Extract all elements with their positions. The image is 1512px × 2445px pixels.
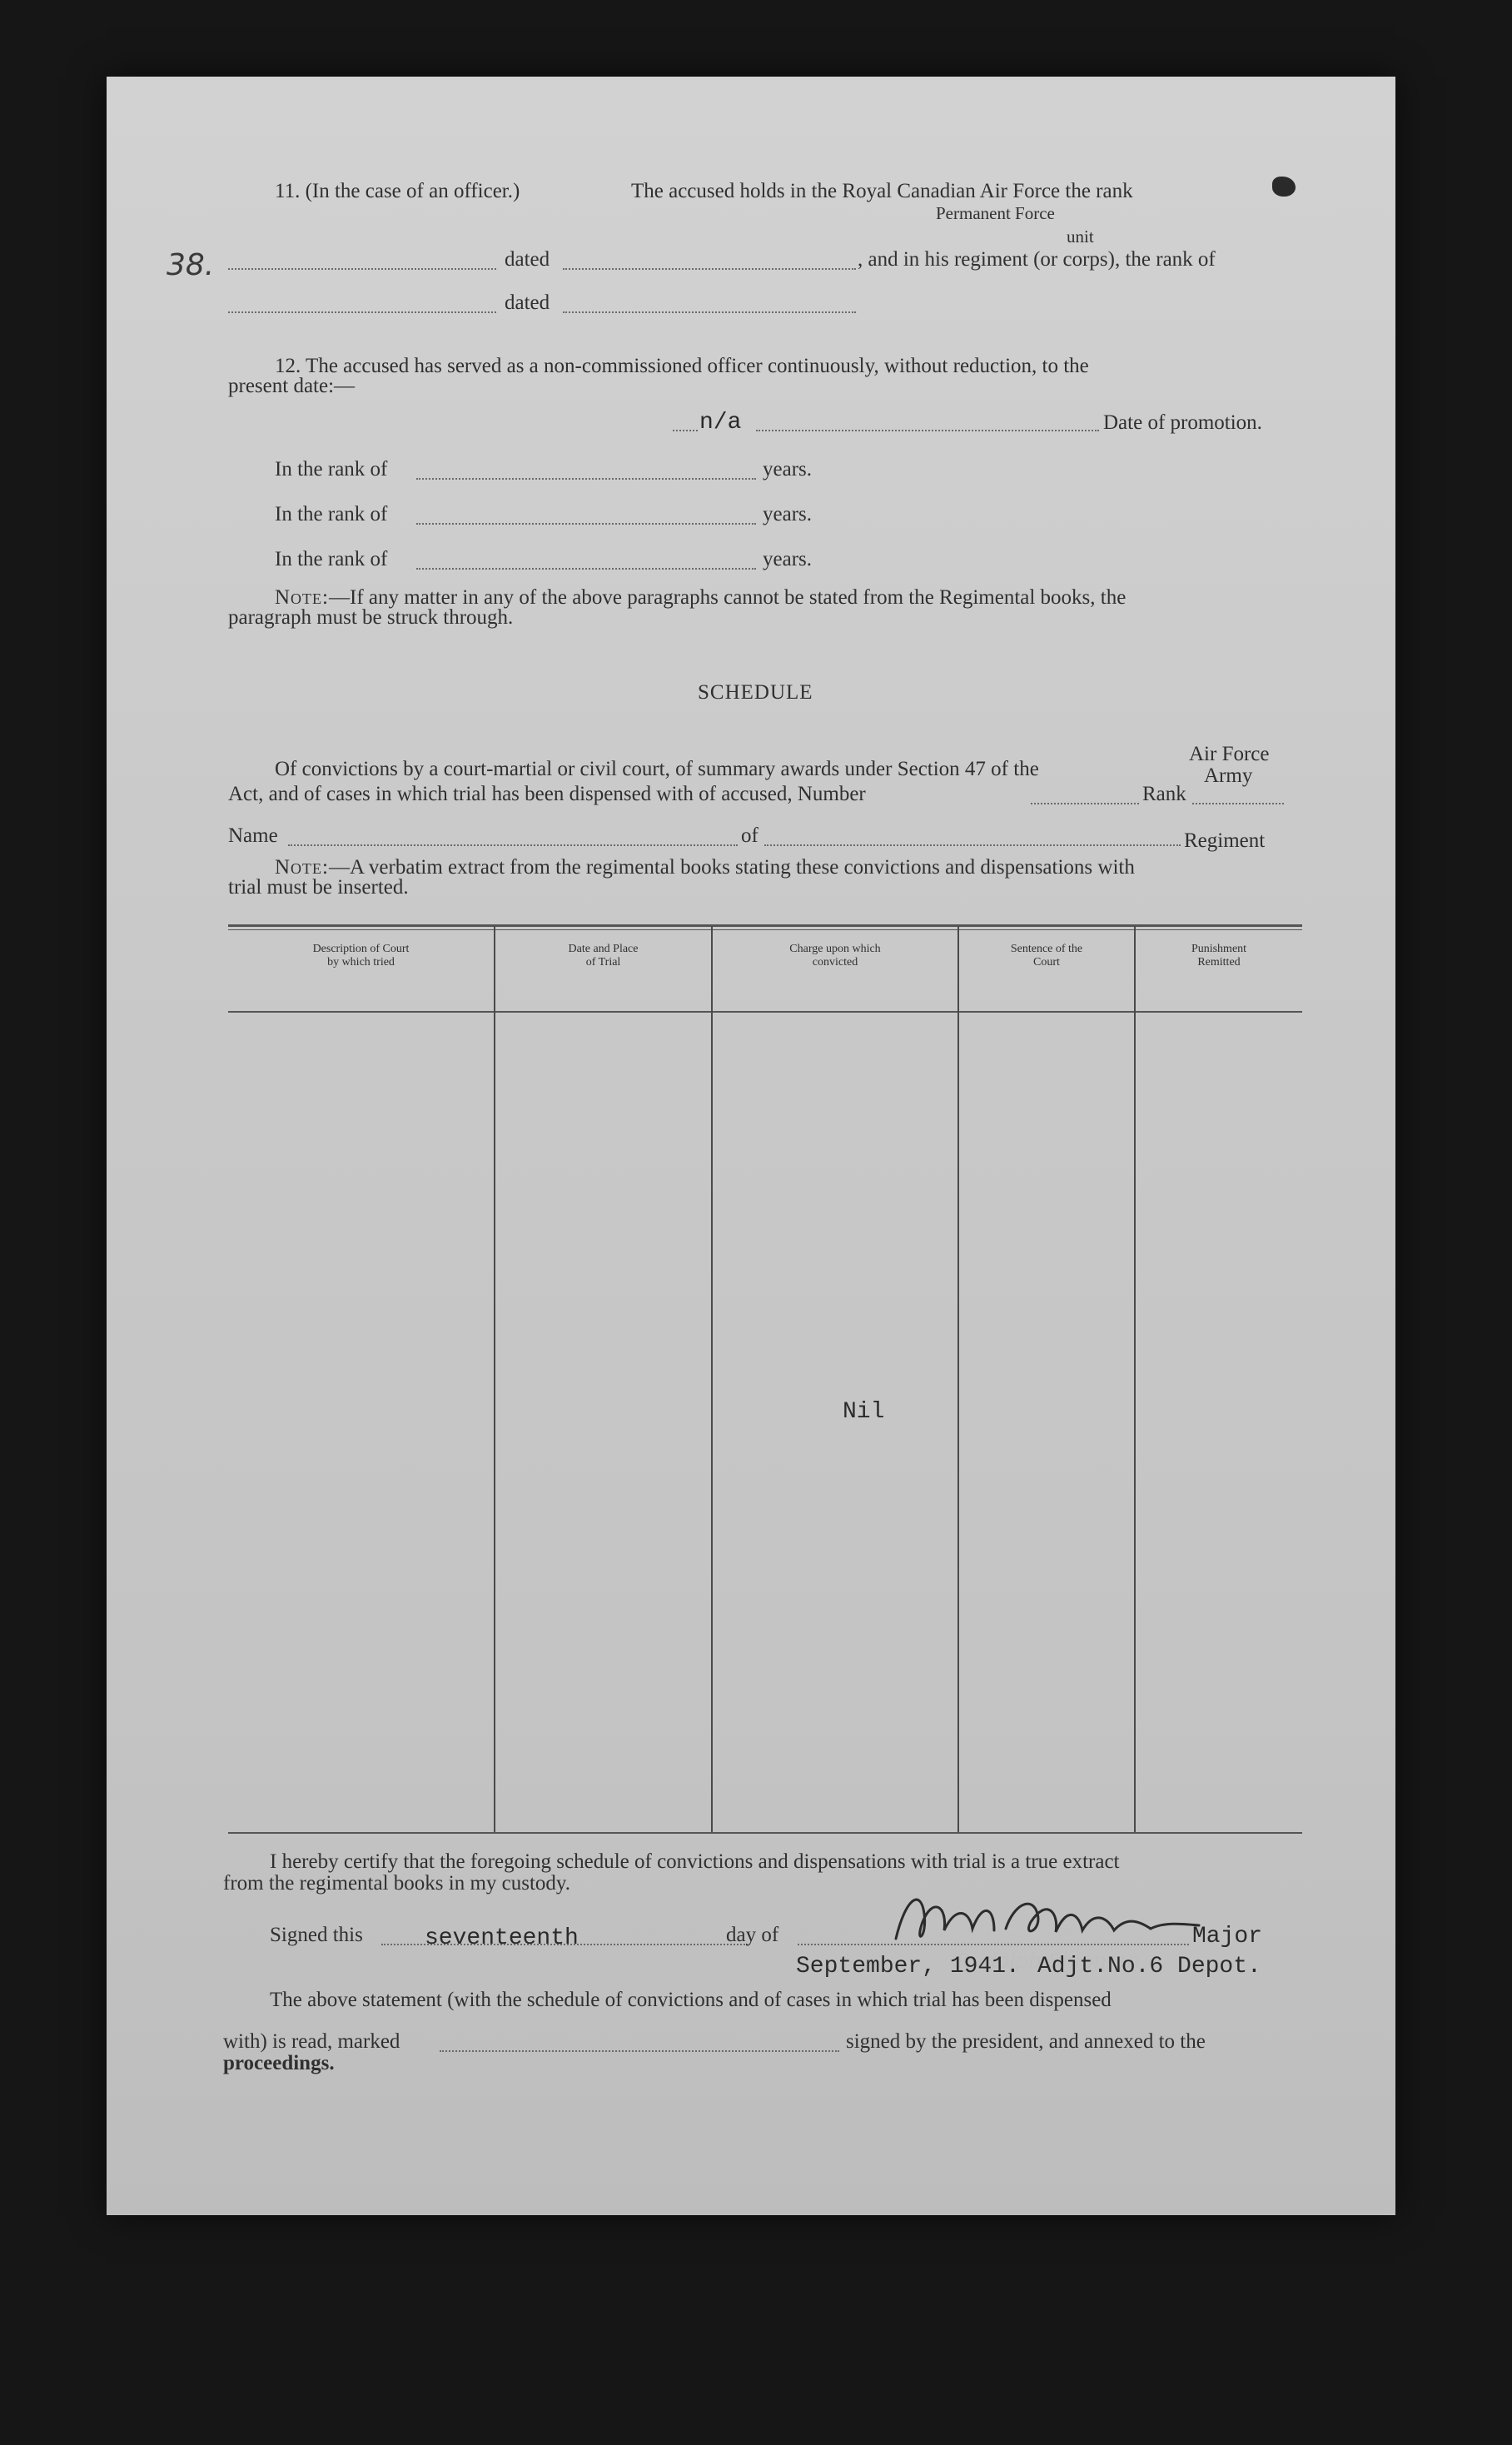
rank-row-3-label: In the rank of (275, 548, 388, 570)
regiment-rank-text: , and in his regiment (or corps), the rank of (858, 248, 1216, 271)
day-of-label: day of (726, 1924, 779, 1946)
table-header-court (228, 943, 494, 969)
table-header-punishment-1: Punishment (1191, 943, 1247, 955)
na-value: n/a (699, 410, 742, 436)
signed-day-value: seventeenth (425, 1925, 579, 1951)
para12-line1: 12. The accused has served as a non-commissioned officer continuously, without reduction, to the (275, 355, 1089, 377)
ink-blot-icon (1272, 177, 1296, 197)
table-nil-value: Nil (843, 1399, 885, 1425)
signed-this-label: Signed this (270, 1924, 363, 1946)
table-header-court-1: Description of Court (312, 943, 410, 955)
rank-row-2-label: In the rank of (275, 503, 388, 525)
table-header-rule (228, 1011, 1302, 1013)
of-blank (764, 844, 1181, 846)
table-top-rule (228, 924, 1302, 927)
table-header-sentence (959, 943, 1134, 969)
table-header-court-2: by which tried (327, 956, 395, 969)
table-header-punishment (1136, 943, 1302, 969)
table-col-divider-2 (711, 926, 713, 1832)
schedule-line1: Of convictions by a court-martial or civil court, of summary awards under Section 47 of the (275, 758, 1039, 780)
number-blank (1031, 803, 1139, 804)
dated-label: dated (505, 248, 550, 271)
table-col-divider-1 (494, 926, 495, 1832)
permanent-force-label: Permanent Force (936, 203, 1055, 223)
schedule-note-label: Note: (275, 856, 329, 879)
date-of-promotion-label: Date of promotion. (1103, 411, 1262, 434)
para12-line2: present date:— (228, 375, 356, 397)
rank-blank (228, 268, 496, 270)
statement-line3: proceedings. (223, 2052, 335, 2074)
para12-note-text: —If any matter in any of the above paragraphs cannot be stated from the Regimental books, the (329, 586, 1127, 609)
promotion-blank (756, 430, 1099, 431)
dated2-label: dated (505, 291, 550, 314)
para12-note-label: Note: (275, 586, 329, 609)
table-header-date (495, 943, 711, 969)
marked-blank (440, 2050, 839, 2052)
typed-month: September, 1941. (796, 1954, 1020, 1979)
table-header-date-2: of Trial (585, 956, 621, 969)
statement-line2a: with) is read, marked (223, 2030, 400, 2053)
regiment-rank-blank (228, 311, 496, 313)
para11-text: The accused holds in the Royal Canadian Air Force the rank (631, 180, 1133, 202)
table-bottom-rule (228, 1832, 1302, 1834)
rank-row-2-suffix: years. (763, 503, 812, 525)
regiment-label: Regiment (1184, 829, 1266, 852)
dated2-blank (563, 311, 856, 313)
table-header-sentence-2: Court (1033, 956, 1060, 969)
table-header-charge (713, 943, 957, 969)
na-lead-blank (673, 430, 698, 431)
air-force-label: Air Force (1189, 743, 1270, 765)
table-header-charge-1: Charge upon which (789, 943, 881, 955)
rank-schedule-blank (1192, 803, 1284, 804)
statement-line1: The above statement (with the schedule of convictions and of cases in which trial has been dispensed (270, 1989, 1112, 2011)
table-header-sentence-1: Sentence of the (1010, 943, 1083, 955)
rank-row-2-blank (416, 523, 756, 525)
name-blank (288, 844, 738, 846)
unit-label: unit (1067, 227, 1094, 246)
table-header-punishment-2: Remitted (1197, 956, 1241, 969)
army-label: Army (1204, 764, 1253, 787)
rank-row-1-label: In the rank of (275, 458, 388, 481)
table-header-date-1: Date and Place (568, 943, 639, 955)
table-col-divider-3 (957, 926, 959, 1832)
table-col-divider-4 (1134, 926, 1136, 1832)
schedule-line2: Act, and of cases in which trial has been dispensed with of accused, Number (228, 783, 866, 805)
para11-lead: 11. (In the case of an officer.) (275, 180, 520, 202)
name-label: Name (228, 824, 278, 847)
schedule-note-text: —A verbatim extract from the regimental books stating these convictions and dispensations with (329, 856, 1135, 879)
schedule-title: SCHEDULE (698, 681, 813, 704)
of-label: of (741, 824, 758, 847)
rank-row-1-suffix: years. (763, 458, 812, 481)
table-header-charge-2: convicted (812, 956, 858, 969)
rank-label: Rank (1142, 783, 1186, 805)
document-page (107, 77, 1395, 2215)
statement-line2b: signed by the president, and annexed to the (846, 2030, 1206, 2053)
dated-blank (563, 268, 856, 270)
signature-graphic (889, 1880, 1239, 1955)
margin-note: 38. (167, 248, 215, 282)
signature-rank: Major (1192, 1924, 1263, 1950)
para12-note-line2: paragraph must be struck through. (228, 606, 514, 629)
certificate-line2: from the regimental books in my custody. (223, 1872, 571, 1895)
table-top-rule-inner (228, 929, 1302, 930)
schedule-note-line2: trial must be inserted. (228, 876, 409, 899)
typed-unit: Adjt.No.6 Depot. (1037, 1954, 1261, 1979)
certificate-line1: I hereby certify that the foregoing schedule of convictions and dispensations with trial is a true extract (270, 1850, 1120, 1873)
rank-row-3-blank (416, 568, 756, 570)
rank-row-3-suffix: years. (763, 548, 812, 570)
rank-row-1-blank (416, 478, 756, 480)
